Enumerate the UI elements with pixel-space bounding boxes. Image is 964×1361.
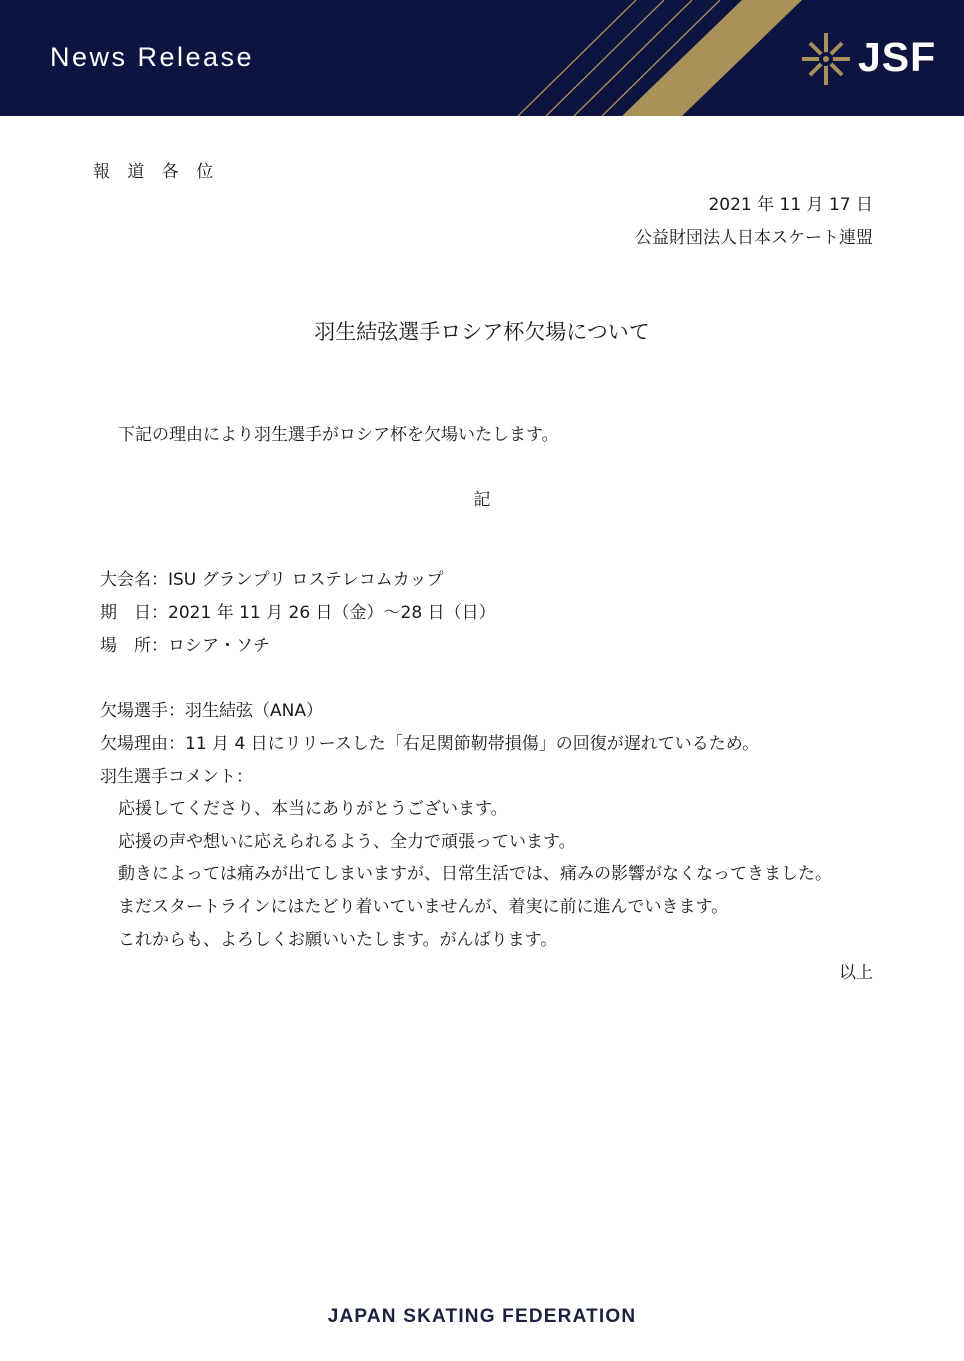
footer-federation: JAPAN SKATING FEDERATION [327, 1306, 637, 1327]
intro-text: 下記の理由により羽生選手がロシア杯を欠場いたします。 [118, 425, 559, 445]
comment-line: これからも、よろしくお願いいたします。がんばります。 [118, 930, 558, 950]
jsf-star-icon [802, 33, 850, 85]
ki-heading: 記 [473, 490, 491, 510]
athlete-line: 欠場選手：羽生結弦（ANA） [100, 701, 323, 721]
header-banner [0, 0, 964, 116]
comment-line: 応援の声や想いに応えられるよう、全力で頑張っています。 [118, 832, 576, 852]
jsf-logo-text: JSF [858, 34, 937, 80]
addressee: 報 道 各 位 [93, 162, 220, 182]
comment-line: まだスタートラインにはたどり着いていませんが、着実に前に進んでいきます。 [118, 897, 729, 917]
comment-line: 応援してくださり、本当にありがとうございます。 [118, 799, 508, 819]
organization-name: 公益財団法人日本スケート連盟 [635, 228, 873, 248]
page-title: 羽生結弦選手ロシア杯欠場について [314, 320, 650, 344]
news-release-title: News Release [50, 42, 255, 72]
event-line: 大会名：ISU グランプリ ロステレコムカップ [100, 570, 444, 590]
reason-line: 欠場理由：11 月 4 日にリリースした「右足関節靭帯損傷」の回復が遅れているため。 [100, 734, 760, 754]
release-date: 2021 年 11 月 17 日 [708, 195, 873, 215]
closing-mark: 以上 [839, 963, 873, 983]
comment-label: 羽生選手コメント： [100, 767, 253, 787]
comment-line: 動きによっては痛みが出てしまいますが、日常生活では、痛みの影響がなくなってきました。 [118, 864, 832, 884]
venue-line: 場 所：ロシア・ソチ [100, 636, 270, 656]
dates-line: 期 日：2021 年 11 月 26 日（金）～28 日（日） [100, 603, 496, 623]
